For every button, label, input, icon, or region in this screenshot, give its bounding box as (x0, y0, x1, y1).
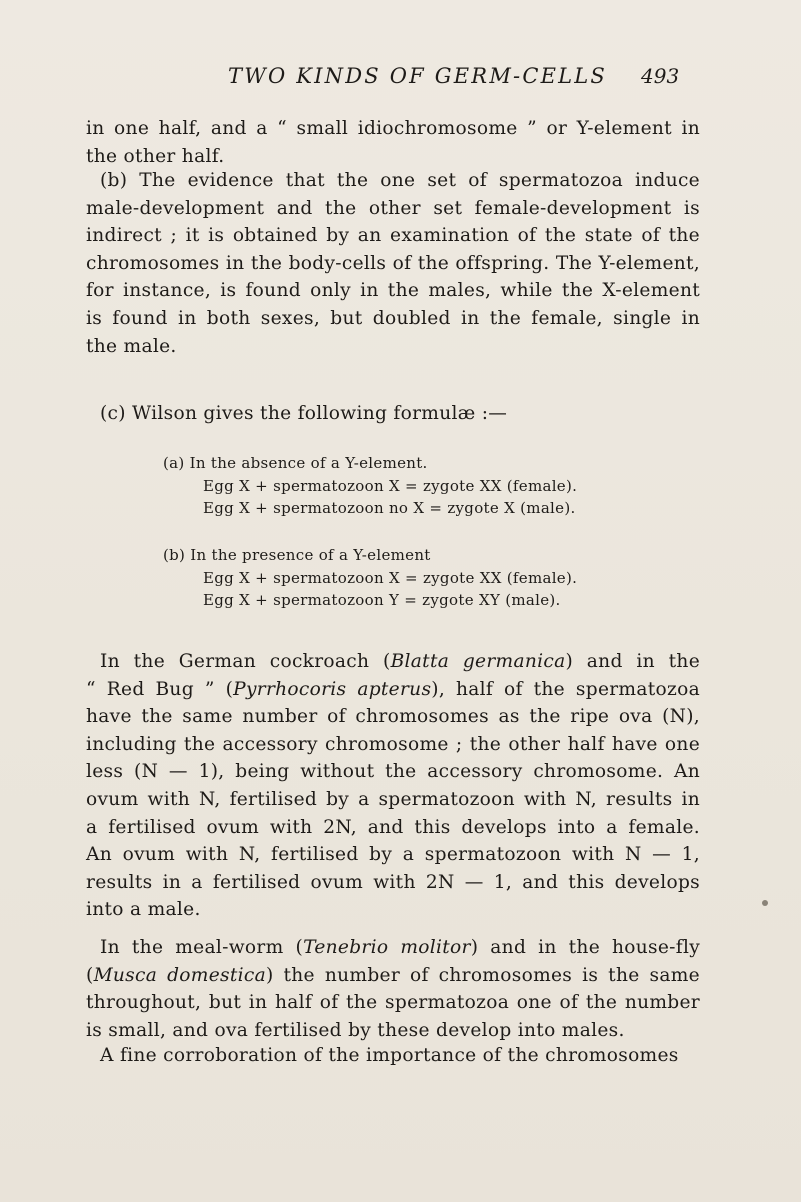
paragraph-wilson (86, 400, 714, 428)
text-line: for instance, is found only in the males, while the X-element (86, 280, 700, 302)
formula-line: Egg X + spermatozoon no X = zygote X (male). (203, 499, 576, 517)
paragraph-evidence (86, 167, 700, 360)
text-line (86, 934, 700, 962)
text-line: throughout, but in half of the spermatozoa one of the number (86, 992, 700, 1014)
formula-block-a (163, 452, 643, 520)
text-line (86, 648, 700, 676)
paragraph-cockroach (86, 648, 700, 924)
text-line (86, 962, 700, 990)
text-line: the male. (86, 335, 177, 357)
text-line: into a male. (86, 899, 201, 921)
text-line (86, 676, 700, 704)
text-line: ovum with N, fertilised by a spermatozoon with N, results in (86, 788, 700, 810)
text-line: An ovum with N, fertilised by a spermatozoon with N — 1, (86, 844, 700, 866)
page-header (0, 64, 801, 94)
text-line: indirect ; it is obtained by an examination of the state of the (86, 225, 700, 247)
text-line: results in a fertilised ovum with 2N — 1, and this develops (86, 871, 700, 893)
formula-heading: (a) In the absence of a Y-element. (163, 454, 428, 472)
species-name: Blatta germanica (390, 651, 566, 672)
species-name: Pyrrhocoris apterus (233, 678, 432, 700)
text-line: is small, and ova fertilised by these develop into males. (86, 1019, 625, 1041)
text-line: including the accessory chromosome ; the other half have one (86, 733, 700, 755)
text-run: ) and in the (565, 651, 700, 672)
formula-line: Egg X + spermatozoon X = zygote XX (female). (203, 476, 578, 495)
page-number: 493 (641, 64, 680, 88)
running-title: TWO KINDS OF GERM-CELLS (228, 64, 607, 88)
text-line: less (N — 1), being without the accessory chromosome. An (86, 761, 700, 783)
text-run: ), half of the spermatozoa (431, 678, 700, 700)
species-name: Tenebrio molitor (303, 937, 471, 958)
paper-speck (762, 900, 768, 906)
formula-line: Egg X + spermatozoon Y = zygote XY (male). (203, 591, 561, 609)
paragraph-text: (c) Wilson gives the following formulæ :— (100, 403, 508, 424)
paragraph-text: in one half, and a “ small idiochromosome ” or Y-element in the other half. (86, 118, 700, 167)
formula-line: Egg X + spermatozoon X = zygote XX (female). (203, 568, 578, 587)
text-line: have the same number of chromosomes as the ripe ova (N), (86, 706, 700, 728)
paragraph-mealworm (86, 934, 700, 1044)
text-line: A fine corroboration of the importance of the chromosomes (100, 1045, 679, 1066)
text-line: a fertilised ovum with 2N, and this develops into a female. (86, 816, 700, 838)
text-run: ) and in the house-fly (470, 937, 700, 958)
text-run: ( (86, 964, 94, 986)
text-line: is found in both sexes, but doubled in the female, single in (86, 307, 700, 329)
species-name: Musca domestica (93, 964, 266, 986)
formula-heading: (b) In the presence of a Y-element (163, 546, 431, 564)
text-run: In the German cockroach ( (100, 651, 391, 672)
paragraph-final (86, 1042, 714, 1070)
text-line: chromosomes in the body-cells of the offspring. The Y-element, (86, 252, 700, 274)
text-line: male-development and the other set female-development is (86, 197, 700, 219)
text-run: ) the number of chromosomes is the same (265, 964, 700, 986)
paragraph-continuation (86, 115, 700, 170)
text-run: “ Red Bug ” ( (86, 678, 234, 700)
text-run: In the meal-worm ( (100, 937, 304, 958)
formula-block-b (163, 544, 643, 612)
text-line: (b) The evidence that the one set of spermatozoa induce (100, 170, 700, 191)
